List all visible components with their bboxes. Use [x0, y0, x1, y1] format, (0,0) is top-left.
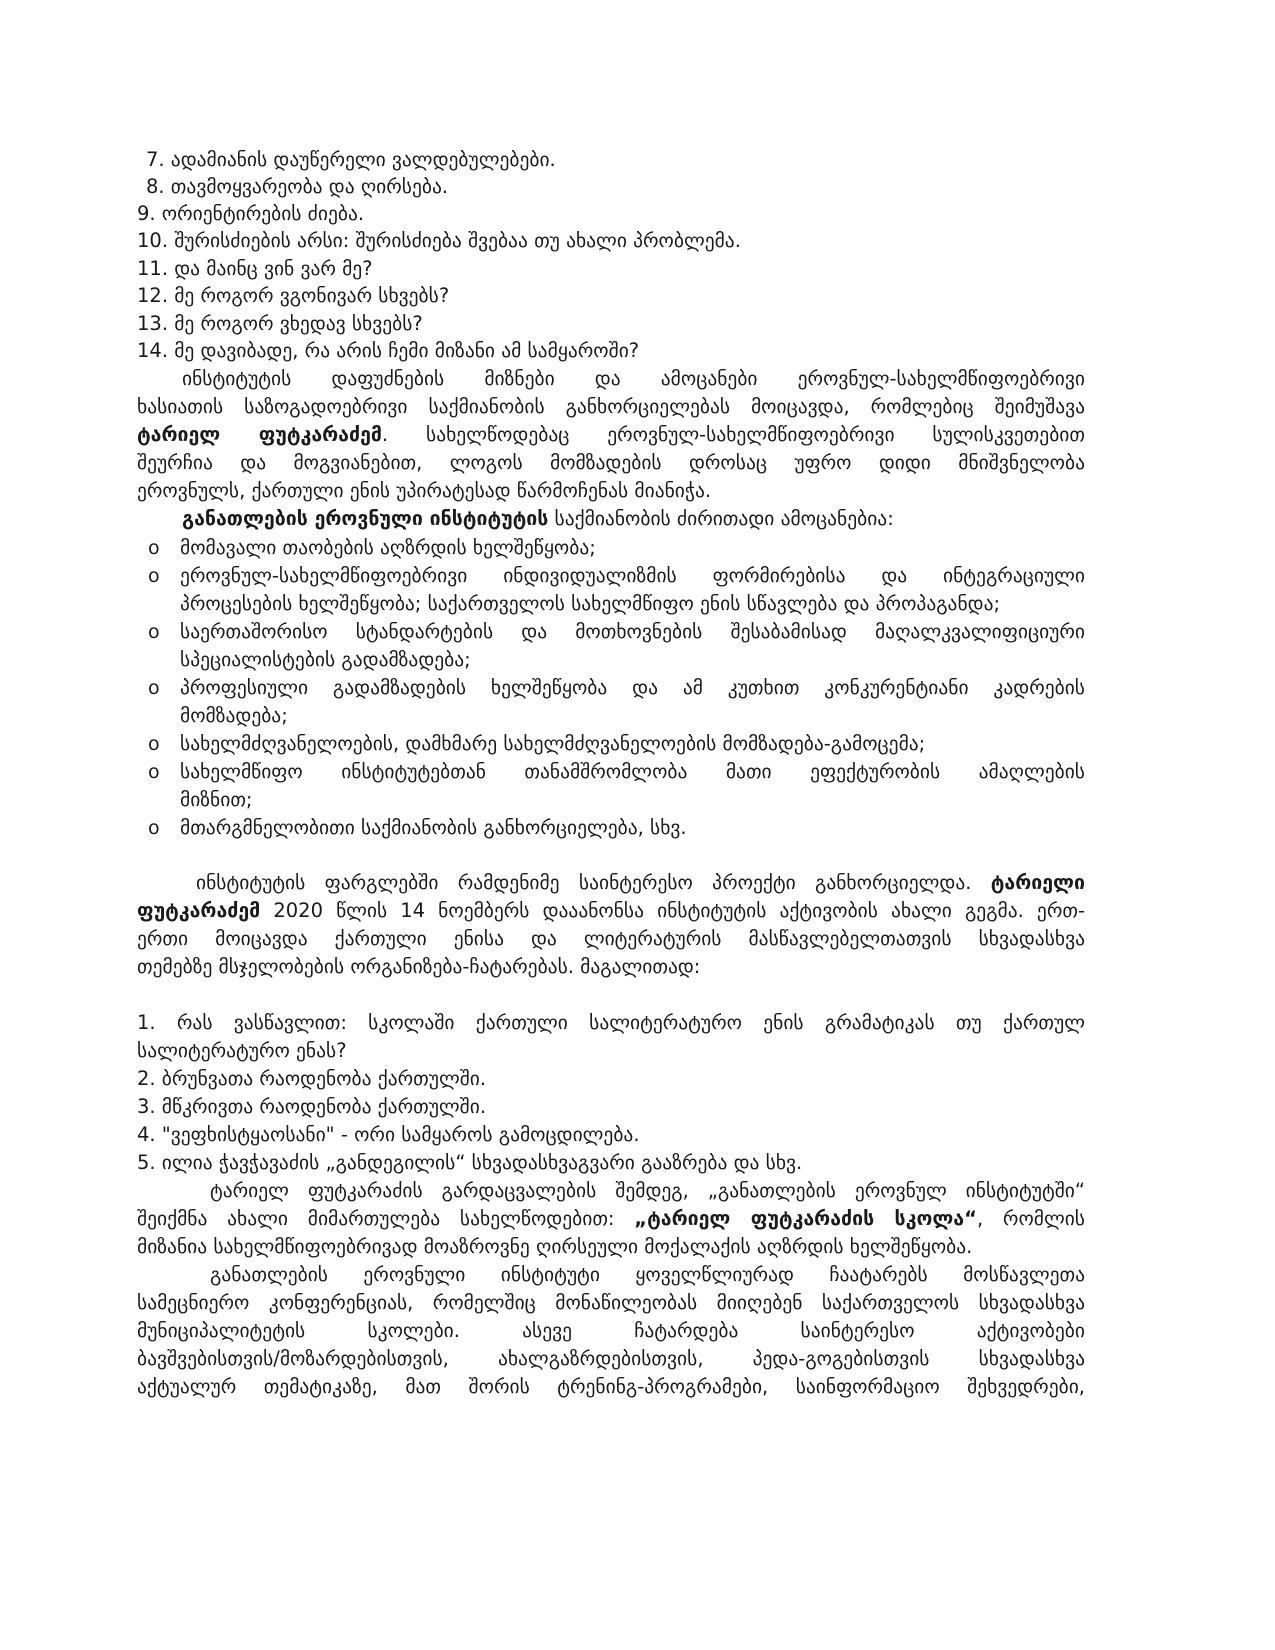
- paragraph-line: ინსტიტუტის ფარგლებში რამდენიმე საინტერესო პროექტი განხორციელდა. ტარიელი: [196, 871, 1085, 894]
- bullet-marker: o: [148, 621, 160, 643]
- bullet-marker: o: [148, 733, 160, 755]
- topic-item: 2. ბრუნვათა რაოდენობა ქართულში.: [137, 1067, 487, 1090]
- paragraph-line: შეიქმნა ახალი მიმართულება სახელწოდებით: „ტარიელ ფუტკარაძის სკოლა“, რომლის: [137, 1207, 1085, 1230]
- bullet-item: სახელმძღვანელოების, დამხმარე სახელმძღვანელოების მომზადება-გამოცემა;: [180, 732, 926, 755]
- bullet-item: ეროვნულ-სახელმწიფოებრივი ინდივიდუალიზმის ფორმირებისა და ინტეგრაციული: [180, 564, 1085, 587]
- bullet-item: მომავალი თაობების აღზრდის ხელშეწყობა;: [180, 536, 596, 559]
- bullet-marker: o: [148, 537, 160, 559]
- paragraph-line: ფუტკარაძემ 2020 წლის 14 ნოემბერს დააანონსა ინსტიტუტის აქტივობის ახალი გეგმა. ერთ-: [137, 899, 1085, 922]
- bullet-item: პროფესიული გადამზადების ხელშეწყობა და ამ კუთხით კონკურენტიანი კადრების: [180, 676, 1085, 699]
- paragraph-line: თემებზე მსჯელობების ორგანიზება-ჩატარებას. მაგალითად:: [137, 955, 701, 978]
- paragraph-line: მუნიციპალიტეტის სკოლები. ასევე ჩატარდება საინტერესო აქტივობები: [137, 1319, 1085, 1342]
- paragraph-line: ინსტიტუტის დაფუძნების მიზნები და ამოცანები ეროვნულ-სახელმწიფოებრივი: [182, 367, 1085, 390]
- paragraph-line: განათლების ეროვნული ინსტიტუტი ყოველწლიურად ჩაატარებს მოსწავლეთა: [210, 1263, 1085, 1286]
- bullet-item-cont: პროცესების ხელშეწყობა; საქართველოს სახელმწიფო ენის სწავლება და პროპაგანდა;: [180, 592, 1001, 615]
- tasks-heading: განათლების ეროვნული ინსტიტუტის საქმიანობის ძირითადი ამოცანებია:: [182, 507, 894, 530]
- paragraph-line: ეროვნულს, ქართული ენის უპირატესად წარმოჩენას მიანიჭა.: [137, 479, 712, 502]
- bullet-marker: o: [148, 761, 160, 783]
- paragraph-line: ტარიელ ფუტკარაძემ. სახელწოდებაც ეროვნულ-სახელმწიფოებრივი სულისკვეთებით: [137, 423, 1085, 446]
- list-item: 11. და მაინც ვინ ვარ მე?: [137, 257, 373, 280]
- list-item: 7. ადამიანის დაუწერელი ვალდებულებები.: [146, 148, 556, 171]
- paragraph-line: სამეცნიერო კონფერენციას, რომელშიც მონაწილეობას მიიღებენ საქართველოს სხვადასხვა: [137, 1291, 1085, 1314]
- list-item: 8. თავმოყვარეობა და ღირსება.: [146, 175, 449, 198]
- topic-item: 5. ილია ჭავჭავაძის „განდეგილის“ სხვადასხვაგვარი გააზრება და სხვ.: [137, 1151, 803, 1174]
- paragraph-line: მიზანია სახელმწიფოებრივად მოაზროვნე ღირსეული მოქალაქის აღზრდის ხელშეწყობა.: [137, 1235, 973, 1258]
- list-item: 14. მე დავიბადე, რა არის ჩემი მიზანი ამ სამყაროში?: [137, 339, 640, 362]
- topic-item: 3. მწკრივთა რაოდენობა ქართულში.: [137, 1095, 487, 1118]
- bullet-item-cont: მომზადება;: [180, 704, 288, 727]
- bullet-item: საერთაშორისო სტანდარტების და მოთხოვნების შესაბამისად მაღალკვალიფიციური: [180, 620, 1085, 643]
- bullet-item: მთარგმნელობითი საქმიანობის განხორციელება, სხვ.: [180, 816, 687, 839]
- list-item: 12. მე როგორ ვგონივარ სხვებს?: [137, 284, 450, 307]
- paragraph-line: ხასიათის საზოგადოებრივი საქმიანობის განხორციელებას მოიცავდა, რომლებიც შეიმუშავა: [137, 395, 1085, 418]
- bullet-marker: o: [148, 565, 160, 587]
- school-name: „ტარიელ ფუტკარაძის სკოლა“: [634, 1207, 977, 1230]
- founder-name: ტარიელ ფუტკარაძემ: [137, 423, 382, 446]
- paragraph-line: ტარიელ ფუტკარაძის გარდაცვალების შემდეგ, „განათლების ეროვნულ ინსტიტუტში“: [210, 1179, 1085, 1202]
- bullet-item-cont: მიზნით;: [180, 788, 253, 811]
- list-item: 13. მე როგორ ვხედავ სხვებს?: [137, 312, 423, 335]
- paragraph-line: ერთი მოიცავდა ქართული ენისა და ლიტერატურის მასწავლებელთათვის სხვადასხვა: [137, 927, 1085, 950]
- paragraph-line: შეურჩია და მოგვიანებით, ლოგოს მომზადების დროსაც უფრო დიდი მნიშვნელობა: [137, 451, 1085, 474]
- paragraph-line: აქტუალურ თემატიკაზე, მათ შორის ტრენინგ-პროგრამები, საინფორმაციო შეხვედრები,: [137, 1375, 1085, 1398]
- list-item: 9. ორიენტირების ძიება.: [137, 202, 365, 225]
- paragraph-line: ბავშვებისთვის/მოზარდებისთვის, ახალგაზრდებისთვის, პედა-გოგებისთვის სხვადასხვა: [137, 1347, 1085, 1370]
- bullet-item-cont: სპეციალისტების გადამზადება;: [180, 648, 471, 671]
- bullet-marker: o: [148, 677, 160, 699]
- topic-item: 1. რას ვასწავლით: სკოლაში ქართული სალიტერატურო ენის გრამატიკას თუ ქართულ: [137, 1011, 1085, 1034]
- bullet-item: სახელმწიფო ინსტიტუტებთან თანამშრომლობა მათი ეფექტურობის ამაღლების: [180, 760, 1085, 783]
- topic-item: 4. "ვეფხისტყაოსანი" - ორი სამყაროს გამოცდილება.: [137, 1123, 640, 1146]
- topic-item-cont: სალიტერატურო ენას?: [137, 1039, 347, 1062]
- bullet-marker: o: [148, 817, 160, 839]
- list-item: 10. შურისძიების არსი: შურისძიება შვებაა თუ ახალი პრობლემა.: [137, 229, 741, 252]
